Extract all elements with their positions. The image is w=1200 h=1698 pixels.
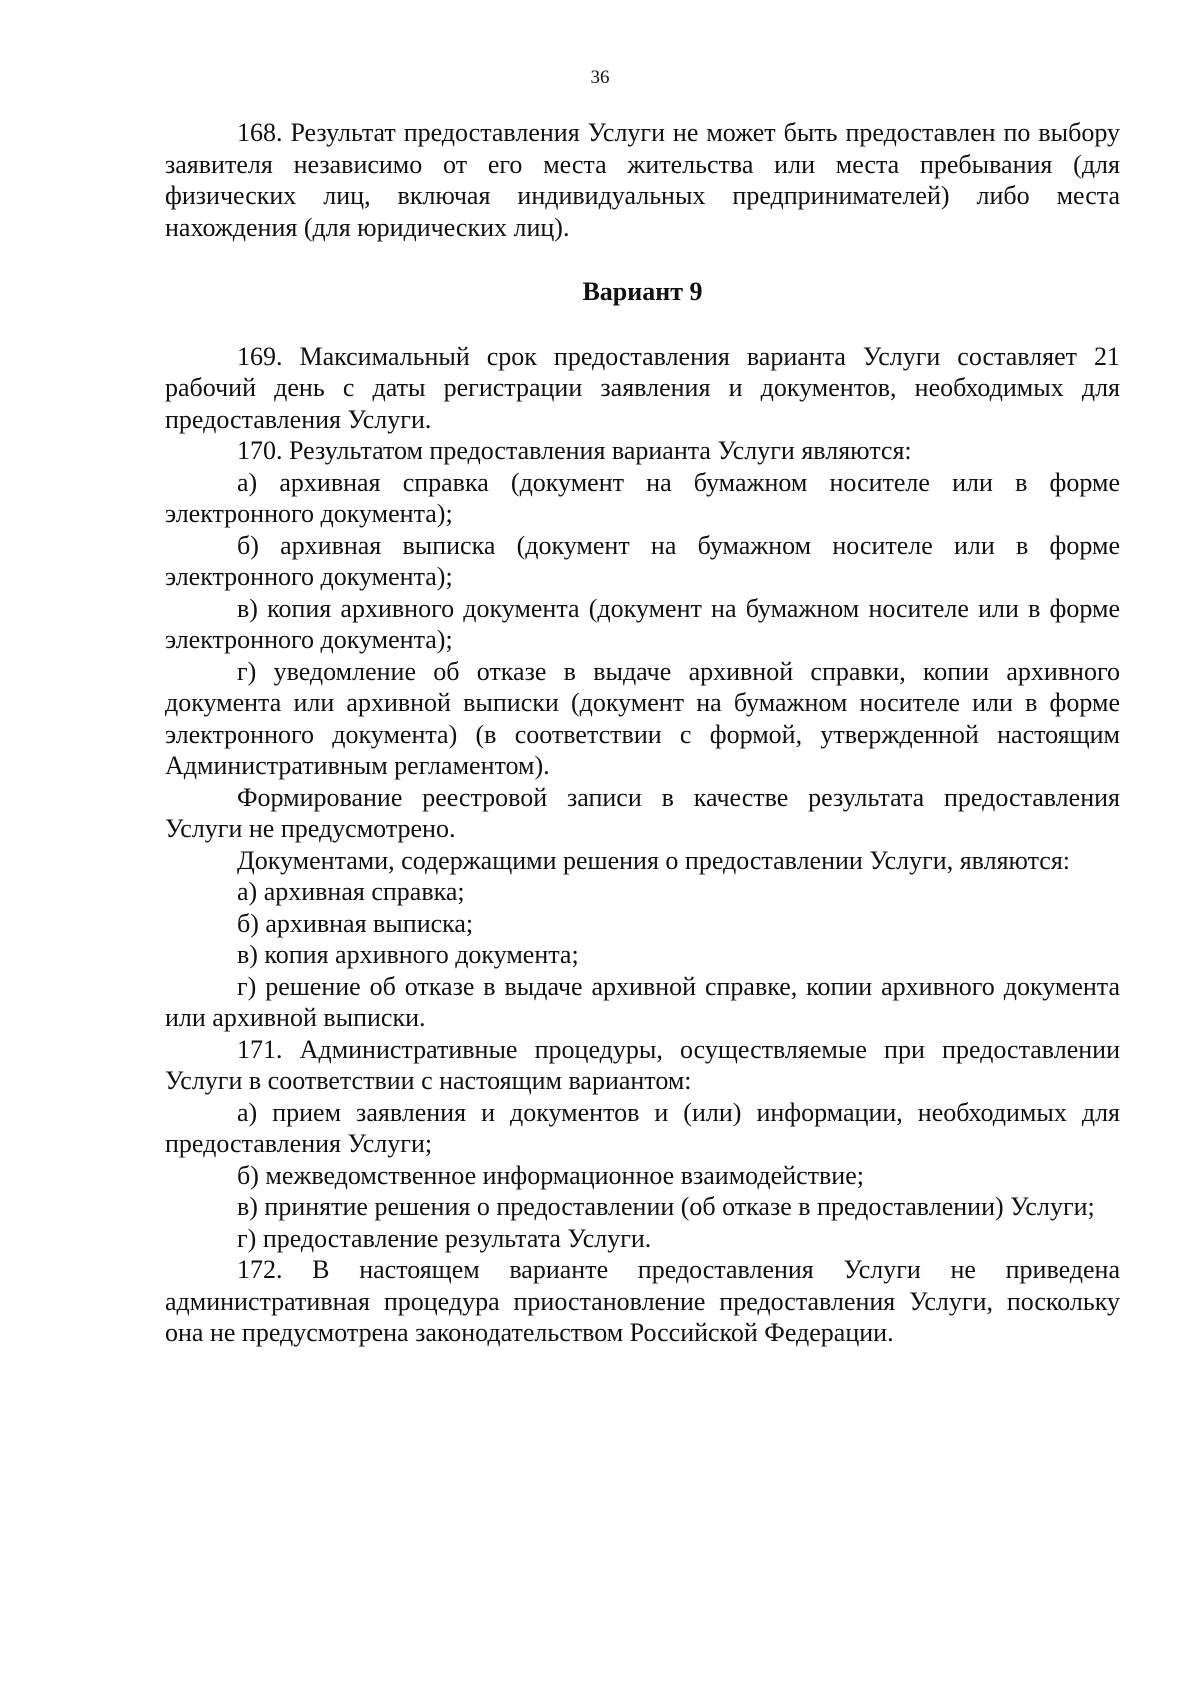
list-item-result-g: г) уведомление об отказе в выдаче архивной справки, копии архивного документа или архивной выписки (документ на бумажном носителе или в форме электронного документа) (в соответствии с формой, утвержденной настоящим Административным регламентом).: [165, 656, 1120, 780]
document-body: [165, 117, 1120, 1349]
list-item-result-v: в) копия архивного документа (документ на бумажном носителе или в форме электронного документа);: [165, 593, 1120, 654]
list-item-procedure-g: г) предоставление результата Услуги.: [237, 1223, 652, 1253]
list-item-decision-v: в) копия архивного документа;: [237, 940, 579, 969]
paragraph-decision-documents: Документами, содержащими решения о предоставлении Услуги, являются:: [237, 845, 1071, 875]
list-item-decision-b: б) архивная выписка;: [237, 908, 474, 938]
page-number: 36: [590, 67, 610, 88]
paragraph-171: 171. Административные процедуры, осуществляемые при предоставлении Услуги в соответствии с настоящим вариантом:: [165, 1034, 1120, 1095]
paragraph-172: 172. В настоящем варианте предоставления Услуги не приведена административная процедура приостановление предоставления Услуги, поскольку она не предусмотрена законодательством Российской Федерации.: [165, 1255, 1120, 1347]
list-item-procedure-b: б) межведомственное информационное взаимодействие;: [237, 1160, 864, 1190]
list-item-result-a: а) архивная справка (документ на бумажном носителе или в форме электронного документа);: [165, 467, 1120, 528]
list-item-decision-a: а) архивная справка;: [237, 877, 465, 906]
section-heading: Вариант 9: [582, 277, 703, 306]
list-item-procedure-a: а) прием заявления и документов и (или) информации, необходимых для предоставления Услуги;: [165, 1097, 1120, 1158]
paragraph-170: 170. Результатом предоставления варианта Услуги являются:: [237, 436, 912, 465]
paragraph-168: 168. Результат предоставления Услуги не может быть предоставлен по выбору заявителя независимо от его места жительства или места пребывания (для физических лиц, включая индивидуальных предпринимателей) либо места нахождения (для юридических лиц).: [165, 118, 1120, 242]
paragraph-169: 169. Максимальный срок предоставления варианта Услуги составляет 21 рабочий день с даты регистрации заявления и документов, необходимых для предоставления Услуги.: [165, 341, 1120, 434]
list-item-procedure-v: в) принятие решения о предоставлении (об отказе в предоставлении) Услуги;: [237, 1192, 1095, 1221]
list-item-decision-g: г) решение об отказе в выдаче архивной справке, копии архивного документа или архивной выписки.: [165, 971, 1120, 1032]
paragraph-registry-record: Формирование реестровой записи в качестве результата предоставления Услуги не предусмотрено.: [165, 782, 1120, 843]
list-item-result-b: б) архивная выписка (документ на бумажном носителе или в форме электронного документа);: [165, 530, 1120, 591]
